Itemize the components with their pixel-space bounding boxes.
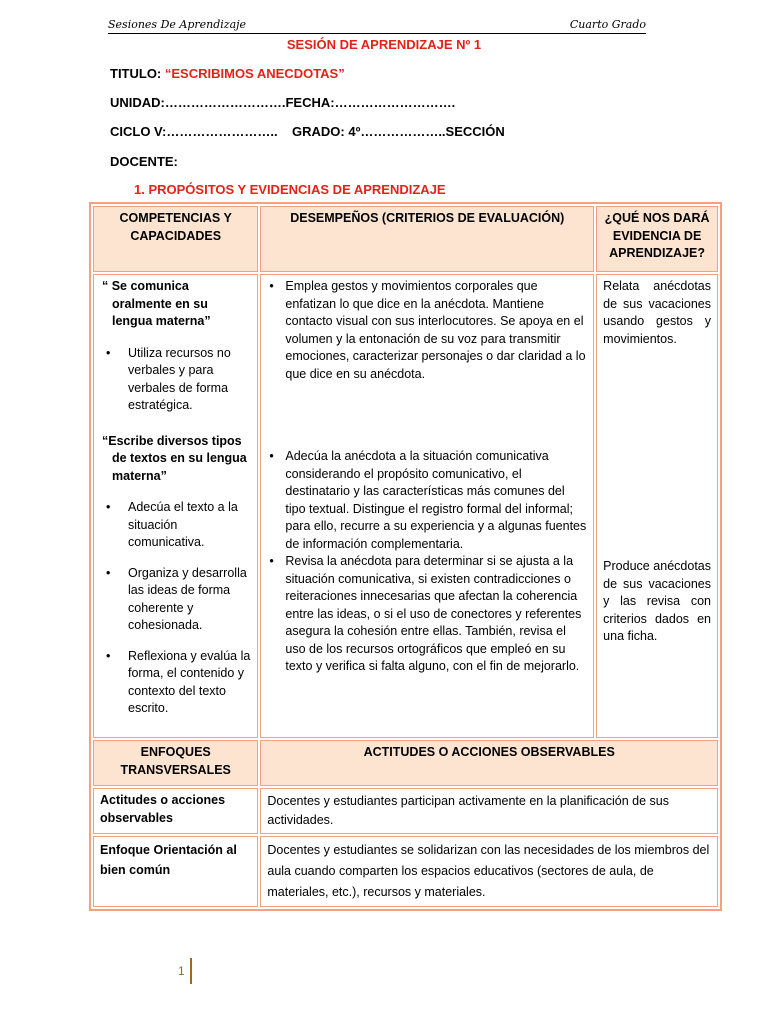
desempenos-list	[267, 278, 587, 676]
evidencia-escrita: Produce anécdotas de sus vacaciones y las revisa con criterios dados en una ficha.	[603, 559, 711, 643]
evidencia-oral: Relata anécdotas de sus vacaciones usando gestos y movimientos.	[603, 279, 711, 346]
table-content-row	[93, 274, 718, 738]
titulo-value: “ESCRIBIMOS ANECDOTAS”	[164, 66, 345, 81]
row-label: Actitudes o acciones observables	[93, 788, 258, 834]
list-item: • Adecúa la anécdota a la situación comunicativa considerando el propósito comunicativo, el destinatario y las características más comunes del tipo textual. Distingue el registro formal del informal; para ello, recurre a su experiencia y a algunas fuentes de información complementaria.	[267, 448, 587, 553]
section-heading-1: 1. PROPÓSITOS Y EVIDENCIAS DE APRENDIZAJE	[134, 182, 446, 197]
row-label: Enfoque Orientación al bien común	[93, 836, 258, 907]
list-item: • Utiliza recursos no verbales y para verbales de forma estratégica.	[100, 345, 251, 415]
page-number-divider	[190, 958, 192, 984]
header-desempenos: DESEMPEÑOS (CRITERIOS DE EVALUACIÓN)	[260, 206, 594, 272]
header-right-text: Cuarto Grado	[569, 18, 646, 31]
list-item: • Revisa la anécdota para determinar si se ajusta a la situación comunicativa, si existen contradicciones o reiteraciones innecesarias que afectan la coherencia entre las ideas, o si el uso de conectores y referentes asegura la cohesión entre ellas. También, revisa el uso de los recursos ortográficos que empleó en su texto y verifica si falta alguno, con el fin de mejorarlo.	[267, 553, 587, 676]
header-left-text: Sesiones De Aprendizaje	[108, 18, 247, 31]
titulo-line	[110, 66, 345, 81]
table-row	[93, 788, 718, 834]
header-enfoques: ENFOQUES TRANSVERSALES	[93, 740, 258, 786]
header-competencias: COMPETENCIAS Y CAPACIDADES	[93, 206, 258, 272]
table-header-row	[93, 206, 718, 272]
docente-line: DOCENTE:	[110, 154, 178, 169]
header-evidencia: ¿QUÉ NOS DARÁ EVIDENCIA DE APRENDIZAJE?	[596, 206, 718, 272]
ciclo-grado-line: CICLO V:…………………….. GRADO: 4º………………..SECCIÓN	[110, 124, 505, 139]
enfoques-header-row	[93, 740, 718, 786]
desempenos-cell	[260, 274, 594, 738]
list-item: • Adecúa el texto a la situación comunicativa.	[100, 499, 251, 552]
list-item: • Organiza y desarrolla las ideas de forma coherente y cohesionada.	[100, 565, 251, 635]
page-number: 1	[178, 964, 185, 978]
competencia-escrita-title: “Escribe diversos tipos de textos en su lengua materna”	[102, 433, 247, 483]
list-item: • Reflexiona y evalúa la forma, el contenido y contexto del texto escrito.	[100, 648, 251, 718]
titulo-label: TITULO:	[110, 66, 165, 81]
competencias-cell	[93, 274, 258, 738]
competencia-oral-title: “ Se comunica oralmente en su lengua materna”	[102, 279, 211, 328]
session-title: SESIÓN DE APRENDIZAJE Nº 1	[286, 37, 482, 52]
list-item: • Emplea gestos y movimientos corporales que enfatizan lo que dice en la anécdota. Mantiene contacto visual con sus interlocutores. Se apoya en el volumen y la entonación de su voz para transmitir emociones, caracterizar personajes o dar claridad a lo que dice en su anécdota.	[267, 278, 587, 383]
row-text: Docentes y estudiantes se solidarizan con las necesidades de los miembros del aula cuando comparten los espacios educativos (sectores de aula, de materiales, etc.), recursos y materiales.	[260, 836, 718, 907]
capacidades-oral-list	[100, 345, 251, 415]
header-actitudes: ACTITUDES O ACCIONES OBSERVABLES	[260, 740, 718, 786]
evidencias-cell	[596, 274, 718, 738]
table-row	[93, 836, 718, 907]
capacidades-escrita-list	[100, 499, 251, 718]
page-header	[108, 17, 646, 34]
row-text: Docentes y estudiantes participan activamente en la planificación de sus actividades.	[260, 788, 718, 834]
unidad-fecha-line: UNIDAD:……………………….FECHA:……………………….	[110, 95, 456, 110]
learning-table	[89, 202, 722, 911]
